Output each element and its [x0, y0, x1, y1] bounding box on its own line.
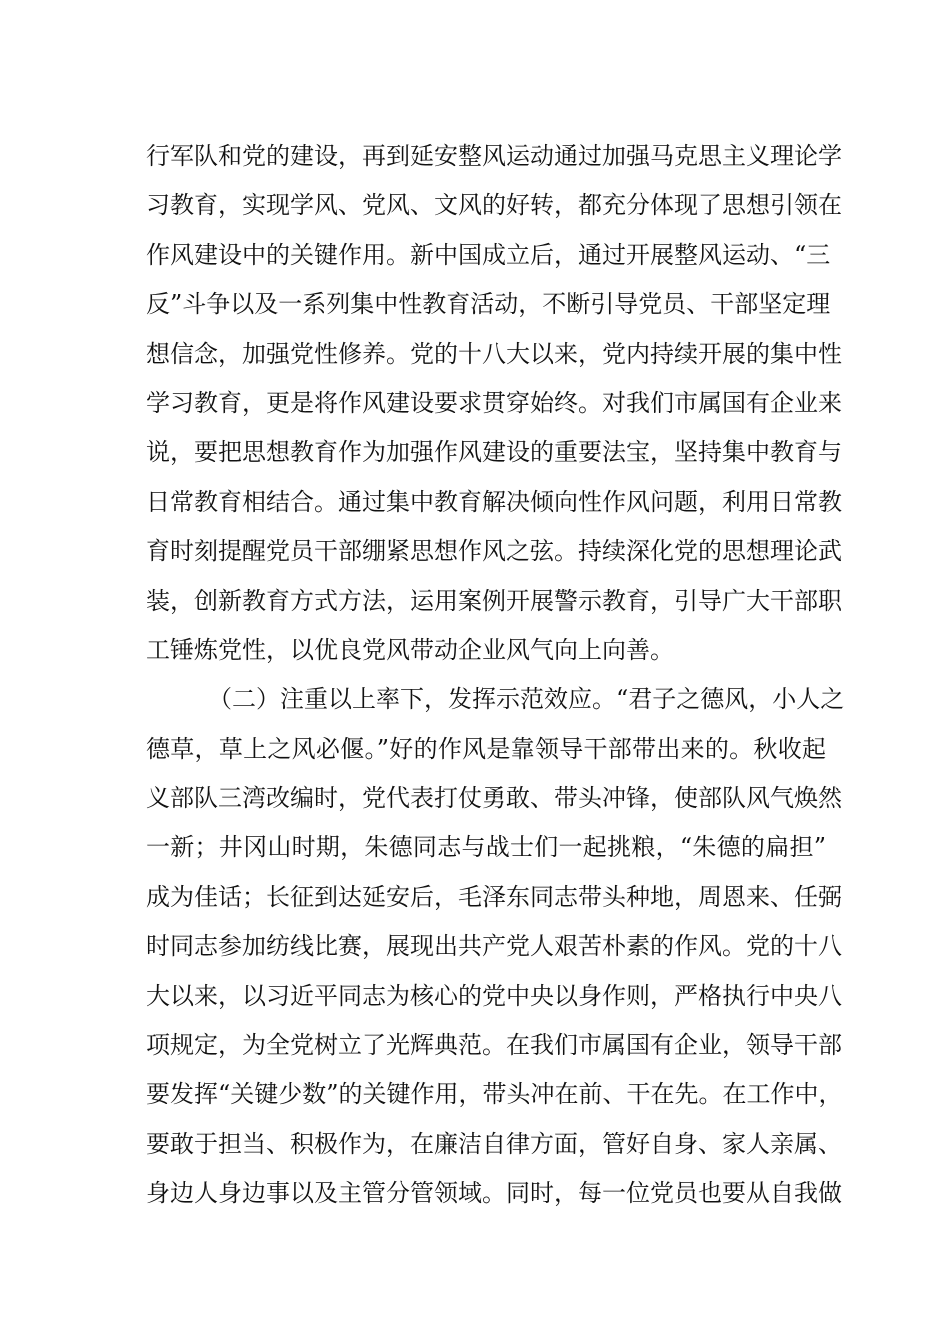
text-line: 反”斗争以及一系列集中性教育活动，不断引导党员、干部坚定理	[146, 290, 831, 319]
text-line: 大以来，以习近平同志为核心的党中央以身作则，严格执行中央八	[146, 981, 842, 1010]
text-line: 学习教育，更是将作风建设要求贯穿始终。对我们市属国有企业来	[146, 388, 842, 417]
text-line: 身边人身边事以及主管分管领域。同时，每一位党员也要从自我做	[146, 1179, 842, 1208]
text-line: 说，要把思想教育作为加强作风建设的重要法宝，坚持集中教育与	[146, 438, 842, 467]
text-line: 成为佳话；长征到达延安后，毛泽东同志带头种地，周恩来、任弼	[146, 882, 842, 911]
text-line: 装，创新教育方式方法，运用案例开展警示教育，引导广大干部职	[146, 586, 842, 615]
text-line: 项规定，为全党树立了光辉典范。在我们市属国有企业，领导干部	[146, 1031, 842, 1060]
text-line: 想信念，加强党性修养。党的十八大以来，党内持续开展的集中性	[146, 339, 842, 368]
text-line: 行军队和党的建设，再到延安整风运动通过加强马克思主义理论学	[146, 142, 842, 170]
text-line: 要发挥“关键少数”的关键作用，带头冲在前、干在先。在工作中，	[146, 1080, 843, 1109]
text-line: （二）注重以上率下，发挥示范效应。“君子之德风，小人之	[208, 685, 845, 714]
text-line: 一新；井冈山时期，朱德同志与战士们一起挑粮，“朱德的扁担”	[146, 833, 826, 862]
text-line: 义部队三湾改编时，党代表打仗勇敢、带头冲锋，使部队风气焕然	[146, 784, 842, 813]
text-line: 育时刻提醒党员干部绷紧思想作风之弦。持续深化党的思想理论武	[146, 537, 842, 566]
text-line: 德草，草上之风必偃。”好的作风是靠领导干部带出来的。秋收起	[146, 734, 826, 763]
text-line: 工锤炼党性，以优良党风带动企业风气向上向善。	[146, 635, 674, 664]
paragraph-2	[146, 675, 845, 1218]
text-line: 日常教育相结合。通过集中教育解决倾向性作风问题，利用日常教	[146, 487, 842, 516]
text-line: 作风建设中的关键作用。新中国成立后，通过开展整风运动、“三	[146, 240, 831, 269]
paragraph-1	[146, 132, 842, 675]
text-line: 时同志参加纺线比赛，展现出共产党人艰苦朴素的作风。党的十八	[146, 932, 842, 961]
text-line: 习教育，实现学风、党风、文风的好转，都充分体现了思想引领在	[146, 191, 842, 220]
text-line: 要敢于担当、积极作为，在廉洁自律方面，管好自身、家人亲属、	[146, 1129, 842, 1158]
document-body	[146, 132, 845, 1219]
